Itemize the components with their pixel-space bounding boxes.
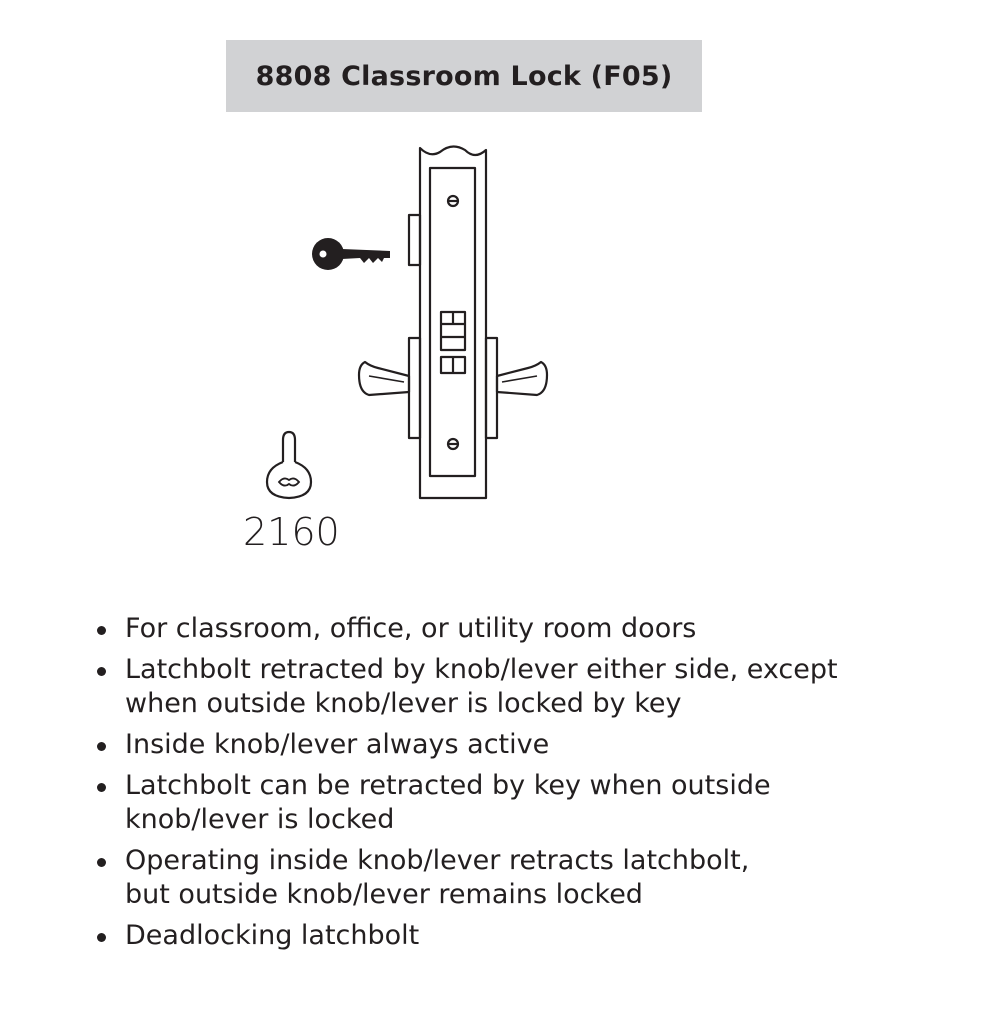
feature-line: Operating inside knob/lever retracts latchbolt, bbox=[125, 845, 750, 876]
screw-bottom bbox=[448, 439, 458, 449]
cylinder-collar bbox=[409, 215, 420, 265]
key-icon bbox=[312, 238, 390, 270]
feature-line: Latchbolt can be retracted by key when outside bbox=[125, 770, 771, 801]
feature-item bbox=[92, 919, 952, 953]
cylinder-number: 2160 bbox=[243, 510, 340, 554]
outside-rose bbox=[409, 338, 420, 438]
feature-item bbox=[92, 612, 952, 646]
feature-list bbox=[92, 612, 952, 960]
inside-rose bbox=[486, 338, 497, 438]
latchbolt bbox=[441, 312, 465, 350]
page-title: 8808 Classroom Lock (F05) bbox=[255, 60, 673, 92]
feature-item bbox=[92, 769, 952, 837]
screw-top bbox=[448, 196, 458, 206]
feature-line: For classroom, office, or utility room doors bbox=[125, 613, 697, 644]
feature-line: Deadlocking latchbolt bbox=[125, 920, 420, 951]
feature-line: Inside knob/lever always active bbox=[125, 729, 550, 760]
feature-item bbox=[92, 728, 952, 762]
feature-line: Latchbolt retracted by knob/lever either side, except bbox=[125, 654, 838, 685]
feature-item bbox=[92, 653, 952, 721]
cylinder-icon bbox=[267, 432, 311, 498]
feature-line: but outside knob/lever remains locked bbox=[125, 879, 643, 910]
feature-line: when outside knob/lever is locked by key bbox=[125, 688, 682, 719]
feature-item bbox=[92, 844, 952, 912]
deadlock-plunger bbox=[441, 357, 465, 373]
feature-line: knob/lever is locked bbox=[125, 804, 395, 835]
